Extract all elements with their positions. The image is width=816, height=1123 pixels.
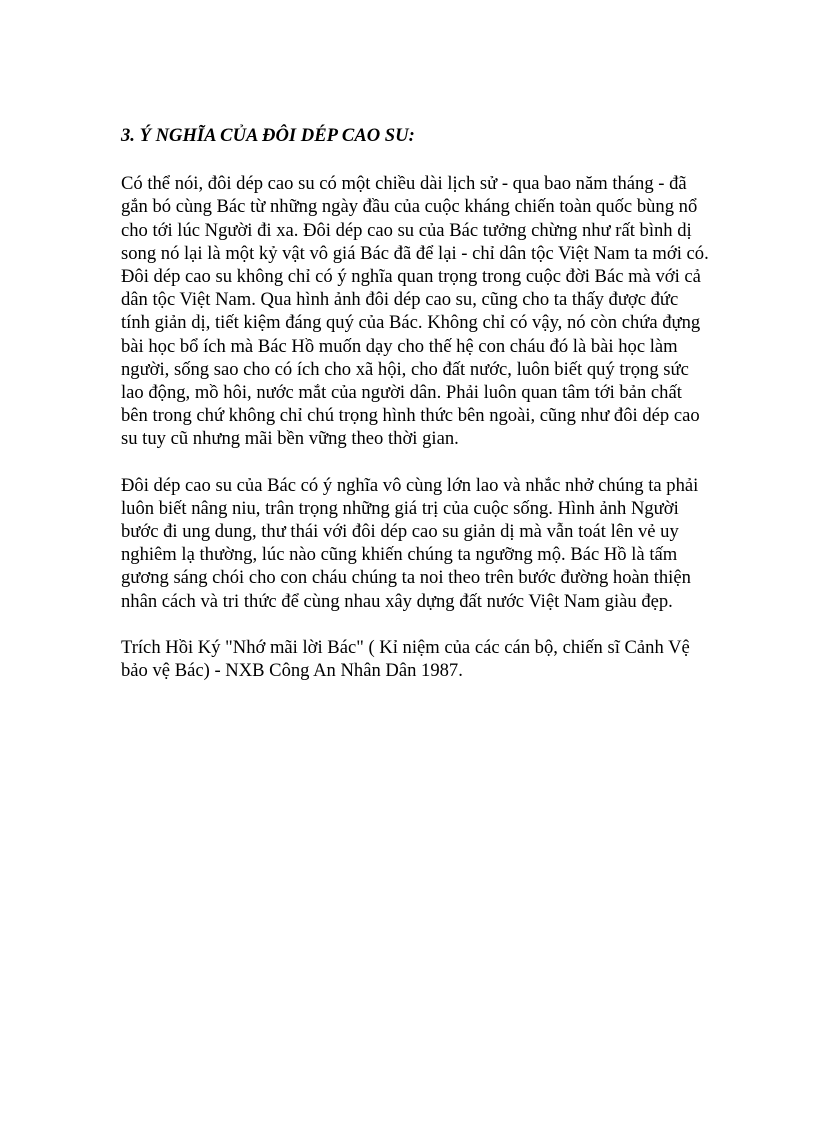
section-heading: 3. Ý NGHĨA CỦA ĐÔI DÉP CAO SU: (121, 125, 415, 146)
document-body (121, 124, 711, 705)
paragraph-lesson: Đôi dép cao su của Bác có ý nghĩa vô cùng lớn lao và nhắc nhở chúng ta phải luôn biết nâng niu, trân trọng những giá trị của cuộc sống. Hình ảnh Người bước đi ung dung, thư thái với đôi dép cao su giản dị mà vẫn toát lên vẻ uy nghiêm lạ thường, lúc nào cũng khiến chúng ta ngưỡng mộ. Bác Hồ là tấm gương sáng chói cho con cháu chúng ta noi theo trên bước đường hoàn thiện nhân cách và tri thức để cùng nhau xây dựng đất nước Việt Nam giàu đẹp. (121, 474, 699, 612)
paragraph-meaning: Có thể nói, đôi dép cao su có một chiều dài lịch sử - qua bao năm tháng - đã gắn bó cùng Bác từ những ngày đầu của cuộc kháng chiến toàn quốc bùng nổ cho tới lúc Người đi xa. Đôi dép cao su của Bác tưởng chừng như rất bình dị song nó lại là một kỷ vật vô giá Bác đã để lại - chỉ dân tộc Việt Nam ta mới có. Đôi dép cao su không chỉ có ý nghĩa quan trọng trong cuộc đời Bác mà với cả dân tộc Việt Nam. Qua hình ảnh đôi dép cao su, cũng cho ta thấy được đức tính giản dị, tiết kiệm đáng quý của Bác. Không chỉ có vậy, nó còn chứa đựng bài học bổ ích mà Bác Hồ muốn dạy cho thế hệ con cháu đó là bài học làm người, sống sao cho có ích cho xã hội, cho đất nước, luôn biết quý trọng sức lao động, mồ hôi, nước mắt của người dân. Phải luôn quan tâm tới bản chất bên trong chứ không chỉ chú trọng hình thức bên ngoài, cũng như đôi dép cao su tuy cũ nhưng mãi bền vững theo thời gian. (121, 173, 709, 450)
paragraph-citation: Trích Hồi Ký "Nhớ mãi lời Bác" ( Kỉ niệm của các cán bộ, chiến sĩ Cảnh Vệ bảo vệ Bác) - NXB Công An Nhân Dân 1987. (121, 636, 690, 682)
